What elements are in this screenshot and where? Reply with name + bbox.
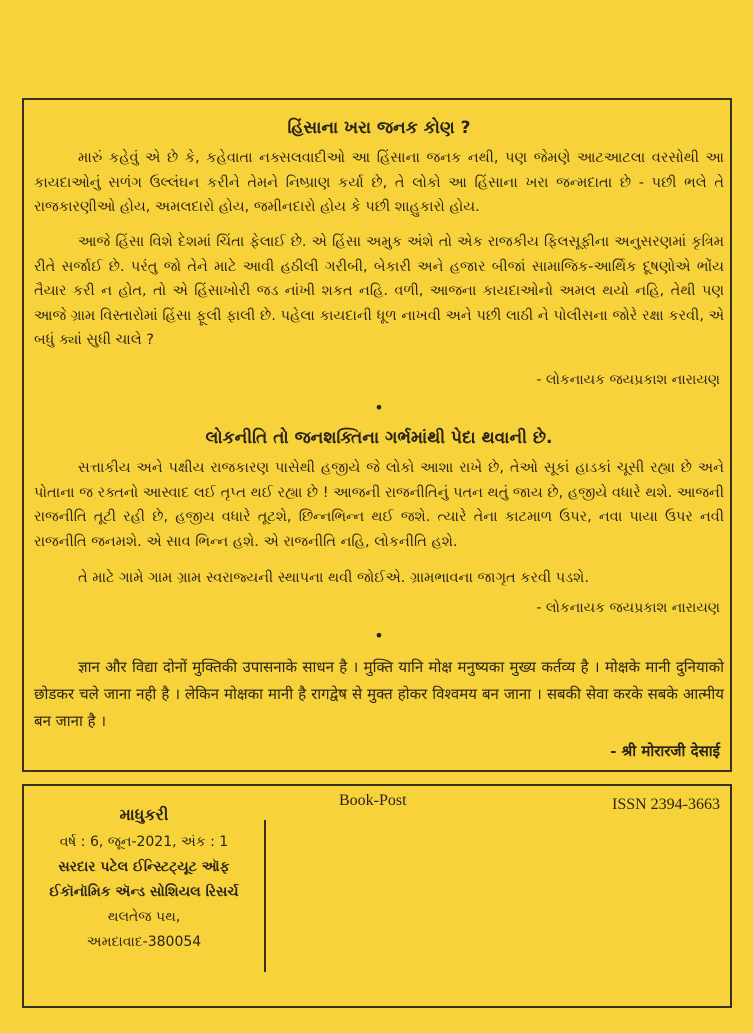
section2-title: લોકનીતિ તો જનશક્તિના ગર્ભમાંથી પેદા થવાની છે. xyxy=(205,428,553,448)
section2-signature: - લોકનાયક જયપ્રકાશ નારાયણ xyxy=(536,600,720,616)
section2-paragraph1: સત્તાકીય અને પક્ષીય રાજકારણ પાસેથી હજીયે જે લોકો આશા રાખે છે, તેઓ સૂકાં હાડકાં ચૂસી રહ્યા છે અને પોતાના જ રક્તનો આસ્વાદ લઈ તૃપ્ત થઈ રહ્યા છે ! આજની રાજનીતિનું પતન થતું જાય છે, હજીયે વધારે થશે. આજની રાજનીતિ તૂટી રહી છે, હજીય વધારે તૂટશે, છિન્નભિન્ન થઈ જશે. ત્યારે તેના કાટમાળ ઉપર, નવા પાયા ઉપર નવી રાજનીતિ જનમશે. એ સાવ ભિન્ન હશે. એ રાજનીતિ નહિ, લોકનીતિ હશે. xyxy=(34,460,724,550)
address-line2: અમદાવાદ-380054 xyxy=(86,934,202,950)
issue-info: વર્ષ : 6, જૂન-2021, અંક : 1 xyxy=(59,834,229,850)
institute-line2: ઈકૉનૉમિક ઍન્ડ સોશિયલ રિસર્ચ xyxy=(49,884,239,900)
section1-title: હિંસાના ખરા જનક કોણ ? xyxy=(287,118,471,138)
issn-label: ISSN 2394-3663 xyxy=(611,796,720,813)
separator-bullet-1: • xyxy=(374,398,384,417)
section1-signature: - લોકનાયક જયપ્રકાશ નારાયણ xyxy=(536,372,720,388)
section2-paragraph2: તે માટે ગામે ગામ ગ્રામ સ્વરાજ્યની સ્થાપના થવી જોઈએ. ગ્રામભાવના જાગૃત કરવી પડશે. xyxy=(78,570,589,586)
section1-paragraph2: આજે હિંસા વિશે દેશમાં ચિંતા ફેલાઈ છે. એ હિંસા અમુક અંશે તો એક રાજકીય ફિલસૂફીના અનુસરણમાં કૃત્રિમ રીતે સર્જાઈ છે. પરંતુ જો તેને માટે આવી હઠીલી ગરીબી, બેકારી અને હજાર બીજાં સામાજિક-આર્થિક દૂષણોએ ભોંય તૈયાર કરી ન હોત, તો એ હિંસાખોરી જડ નાંખી શકત નહિ. વળી, આજના કાયદાઓનો અમલ થયો નહિ, તેથી પણ આજે ગ્રામ વિસ્તારોમાં હિંસા ફૂલી ફાલી છે. પહેલા કાયદાની ધૂળ નાખવી અને પછી લાઠી ને પોલીસના જોરે રક્ષા કરવી, એ બધું ક્યાં સુધી ચાલે ? xyxy=(34,234,724,348)
section3-signature: - श्री मोरारजी देसाई xyxy=(610,742,720,760)
publisher-address xyxy=(24,800,264,955)
address-line1: થલતેજ પથ, xyxy=(107,909,181,925)
address-divider xyxy=(264,820,266,972)
book-post-label: Book-Post xyxy=(339,792,407,809)
separator-bullet-2: • xyxy=(374,626,384,645)
magazine-name: માધુકરી xyxy=(119,805,169,824)
institute-line1: સરદાર પટેલ ઈન્સ્ટિટ્યૂટ ઑફ xyxy=(58,859,230,875)
quotes-box xyxy=(22,98,732,772)
section1-paragraph1: મારું કહેવું એ છે કે, કહેવાતા નક્સલવાદીઓ આ હિંસાના જનક નથી, પણ જેમણે આટઆટલા વરસોથી આ કાયદાઓનું સળંગ ઉલ્લંઘન કરીને તેમને નિષ્પ્રાણ કર્યા છે, તે લોકો આ હિંસાના ખરા જન્મદાતા છે - પછી ભલે તે રાજકારણીઓ હોય, અમલદારો હોય, જમીનદારો હોય કે પછી શાહુકારો હોય. xyxy=(34,150,724,215)
publication-box xyxy=(22,784,732,1008)
section3-paragraph: ज्ञान और विद्या दोनों मुक्तिकी उपासनाके साधन है । मुक्ति यानि मोक्ष मनुष्यका मुख्य कर्तव्य है । मोक्षके मानी दुनियाको छोडकर चले जाना नही है । लेकिन मोक्षका मानी है रागद्वेष से मुक्त होकर विश्वमय बन जाना । सबकी सेवा करके सबके आत्मीय बन जाना है । xyxy=(34,658,724,730)
